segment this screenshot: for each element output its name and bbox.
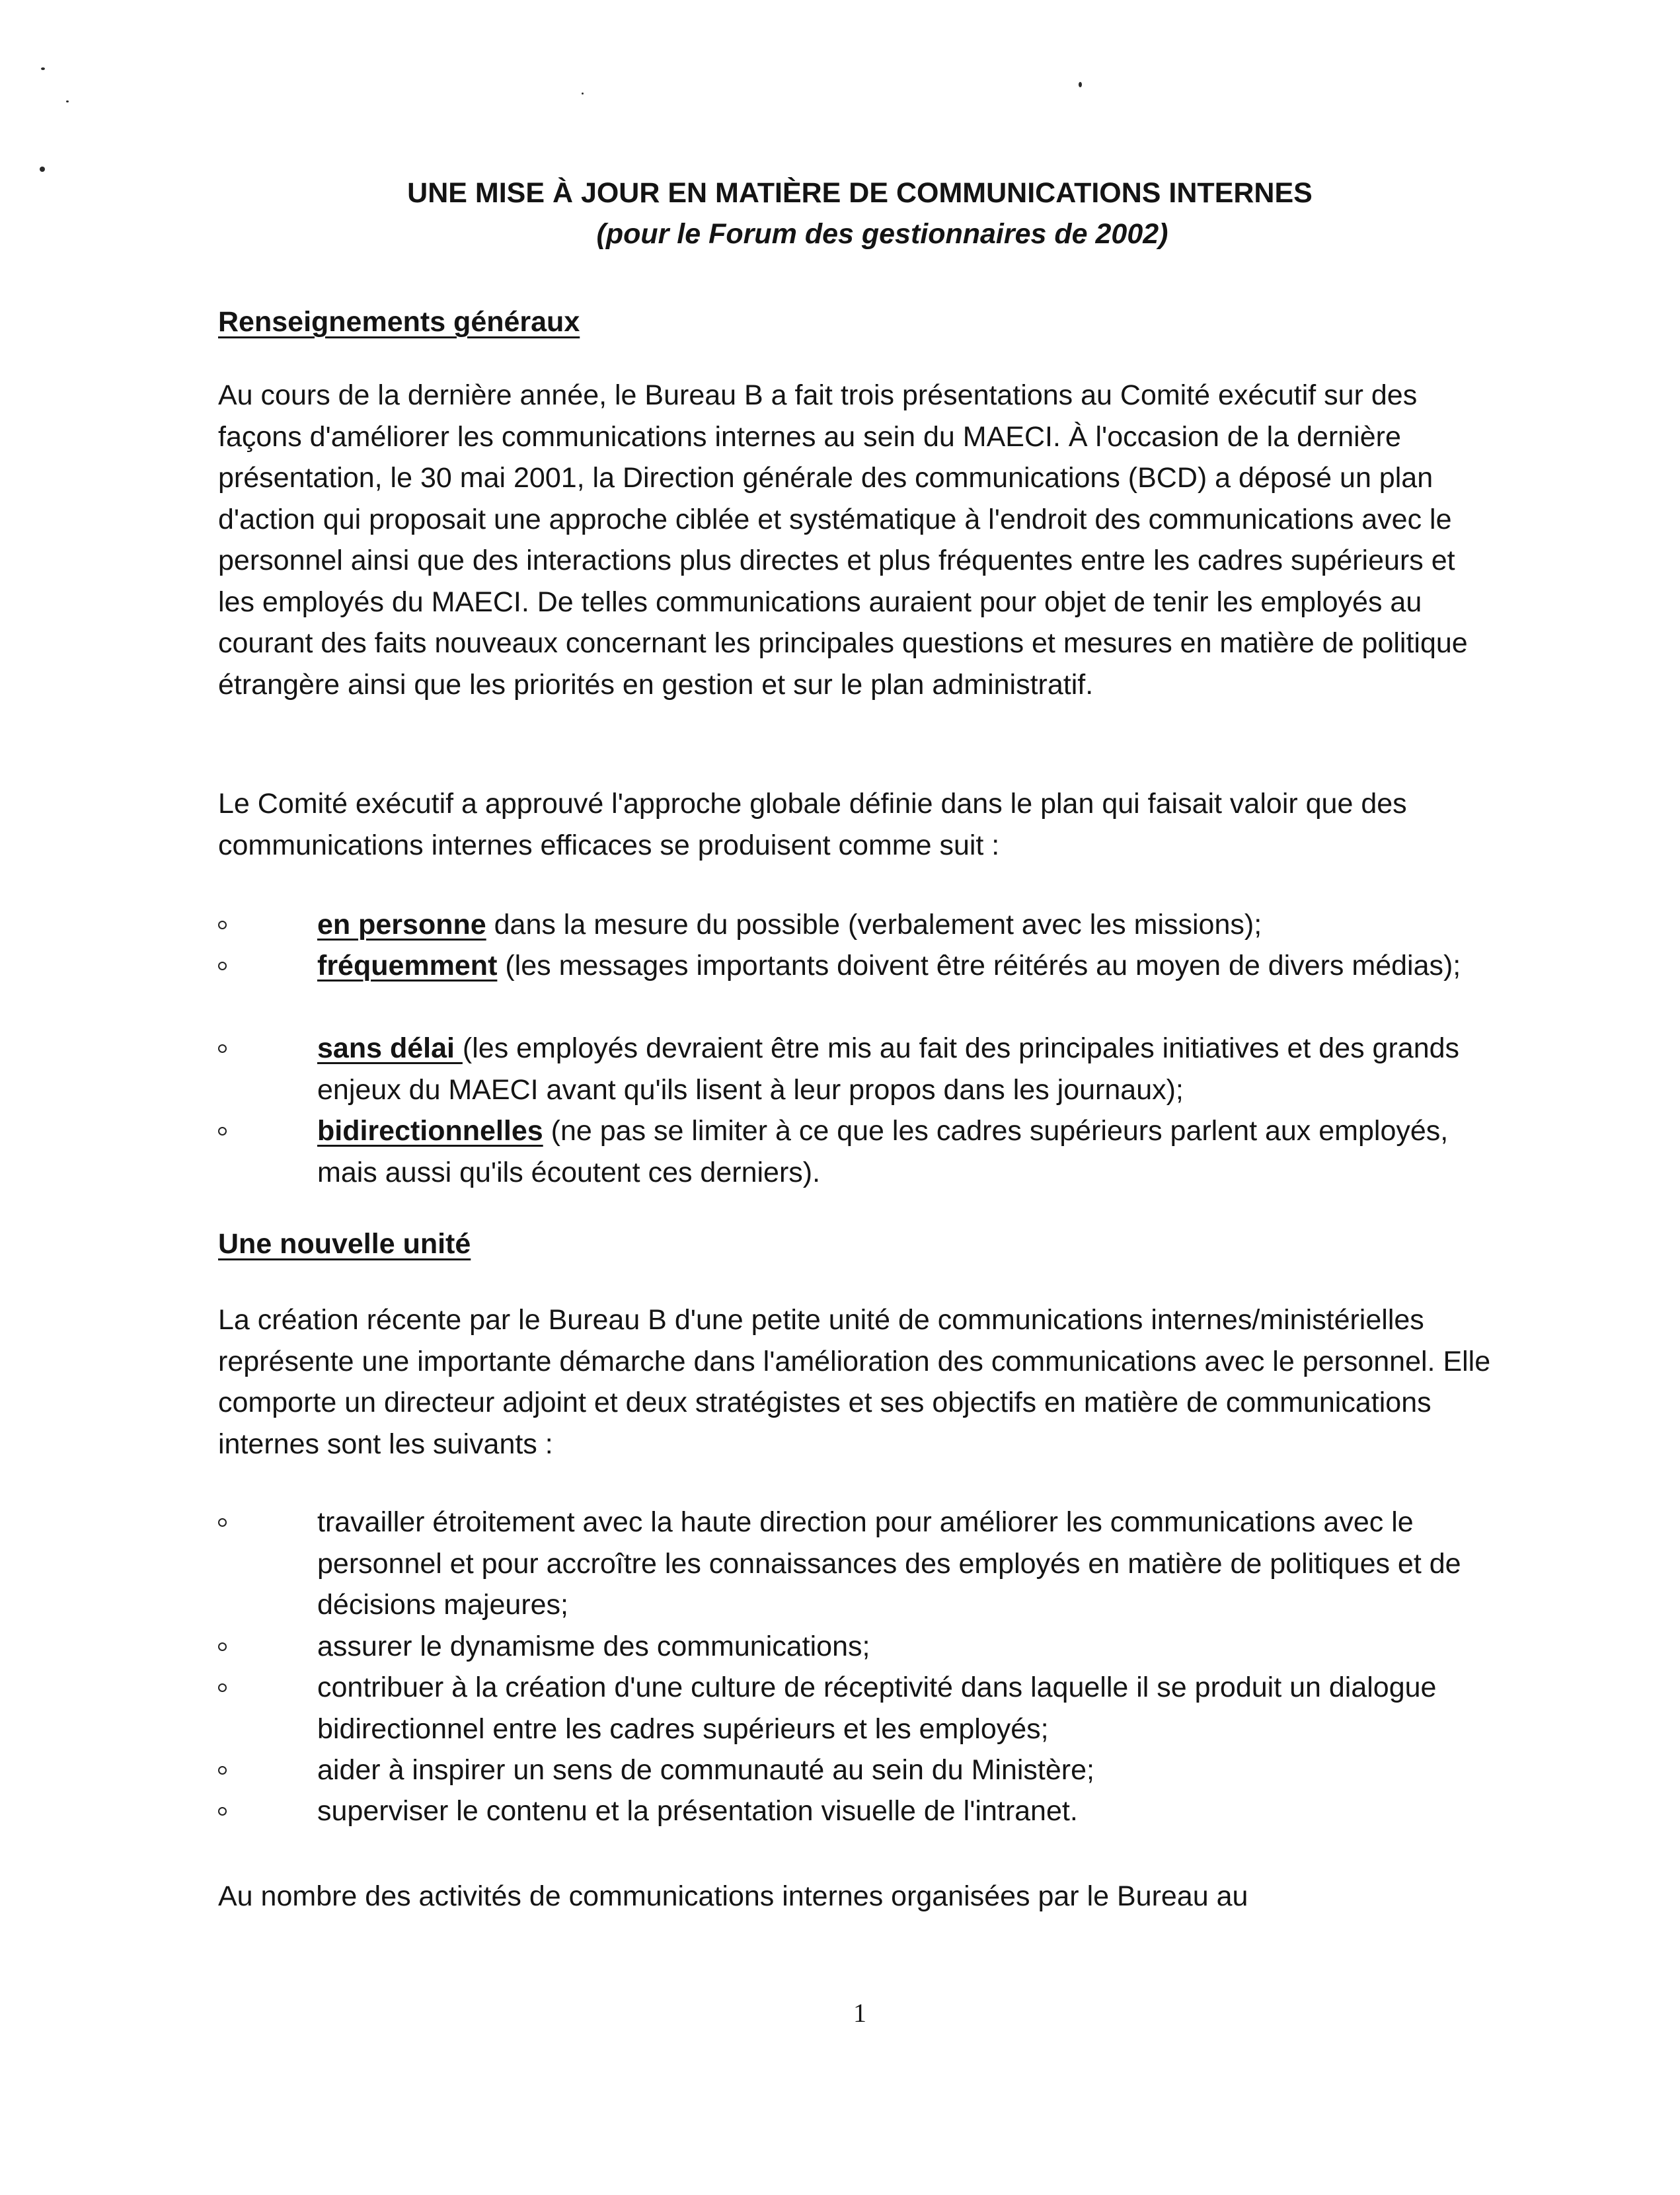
bullet-icon [218, 1807, 227, 1816]
bullet-icon [218, 1044, 227, 1053]
bullet-icon [218, 962, 227, 970]
bullet-icon [218, 1127, 227, 1136]
bullet-icon [218, 1642, 227, 1651]
document-title: UNE MISE À JOUR EN MATIÈRE DE COMMUNICATIONS INTERNES [407, 177, 1313, 209]
bullet-term: en personne [317, 909, 486, 941]
scan-speck [66, 100, 69, 102]
bullet-text: contribuer à la création d'une culture de réceptivité dans laquelle il se produit un dialogue bidirectionnel entre les cadres supérieurs et les employés; [317, 1672, 1437, 1745]
scan-speck [40, 167, 45, 172]
bullet-text: assurer le dynamisme des communications; [317, 1631, 870, 1662]
bullet-term: bidirectionnelles [317, 1115, 543, 1147]
bullet-text: (les employés devraient être mis au fait des principales initiatives et des grands enjeux du MAECI avant qu'ils lisent à leur propos dans les journaux); [317, 1032, 1460, 1106]
bullet-text: (ne pas se limiter à ce que les cadres supérieurs parlent aux employés, mais aussi qu'ils écoutent ces derniers). [317, 1115, 1449, 1188]
general-info-paragraph: Au cours de la dernière année, le Bureau B a fait trois présentations au Comité exécutif sur des façons d'améliorer les communications internes au sein du MAECI. À l'occasion de la dernière présentation, le 30 mai 2001, la Direction générale des communications (BCD) a déposé un plan d'action qui proposait une approche ciblée et systématique à l'endroit des communications avec le personnel ainsi que des interactions plus directes et plus fréquentes entre les cadres supérieurs et les employés du MAECI. De telles communications auraient pour objet de tenir les employés au courant des faits nouveaux concernant les principales questions et mesures en matière de politique étrangère ainsi que les priorités en gestion et sur le plan administratif. [218, 379, 1468, 701]
section-heading-general-info: Renseignements généraux [218, 306, 580, 338]
bullet-text: (les messages importants doivent être réitérés au moyen de divers médias); [497, 950, 1461, 982]
bullet-icon [218, 1683, 227, 1692]
bullet-term: fréquemment [317, 950, 498, 982]
bullet-icon [218, 921, 227, 929]
document-subtitle: (pour le Forum des gestionnaires de 2002) [596, 218, 1168, 250]
approach-intro-paragraph: Le Comité exécutif a approuvé l'approche globale définie dans le plan qui faisait valoir que des communications internes efficaces se produisent comme suit : [218, 788, 1407, 861]
bullet-text: dans la mesure du possible (verbalement avec les missions); [486, 909, 1262, 941]
section-heading-new-unit: Une nouvelle unité [218, 1228, 471, 1260]
closing-paragraph: Au nombre des activités de communications internes organisées par le Bureau au [218, 1880, 1248, 1912]
scan-speck [582, 93, 584, 95]
bullet-term: sans délai [317, 1032, 463, 1064]
bullet-icon [218, 1766, 227, 1775]
bullet-text: travailler étroitement avec la haute direction pour améliorer les communications avec le personnel et pour accroître les connaissances des employés en matière de politiques et de décisions majeures; [317, 1506, 1461, 1621]
scan-speck [1079, 82, 1082, 87]
bullet-icon [218, 1518, 227, 1527]
page-number: 1 [853, 1998, 866, 2028]
scan-speck [41, 67, 45, 70]
bullet-text: aider à inspirer un sens de communauté au sein du Ministère; [317, 1754, 1094, 1786]
bullet-text: superviser le contenu et la présentation visuelle de l'intranet. [317, 1795, 1078, 1827]
new-unit-paragraph: La création récente par le Bureau B d'une petite unité de communications internes/ministérielles représente une importante démarche dans l'amélioration des communications avec le personnel. Elle comporte un directeur adjoint et deux stratégistes et ses objectifs en matière de communications internes sont les suivants : [218, 1304, 1491, 1460]
